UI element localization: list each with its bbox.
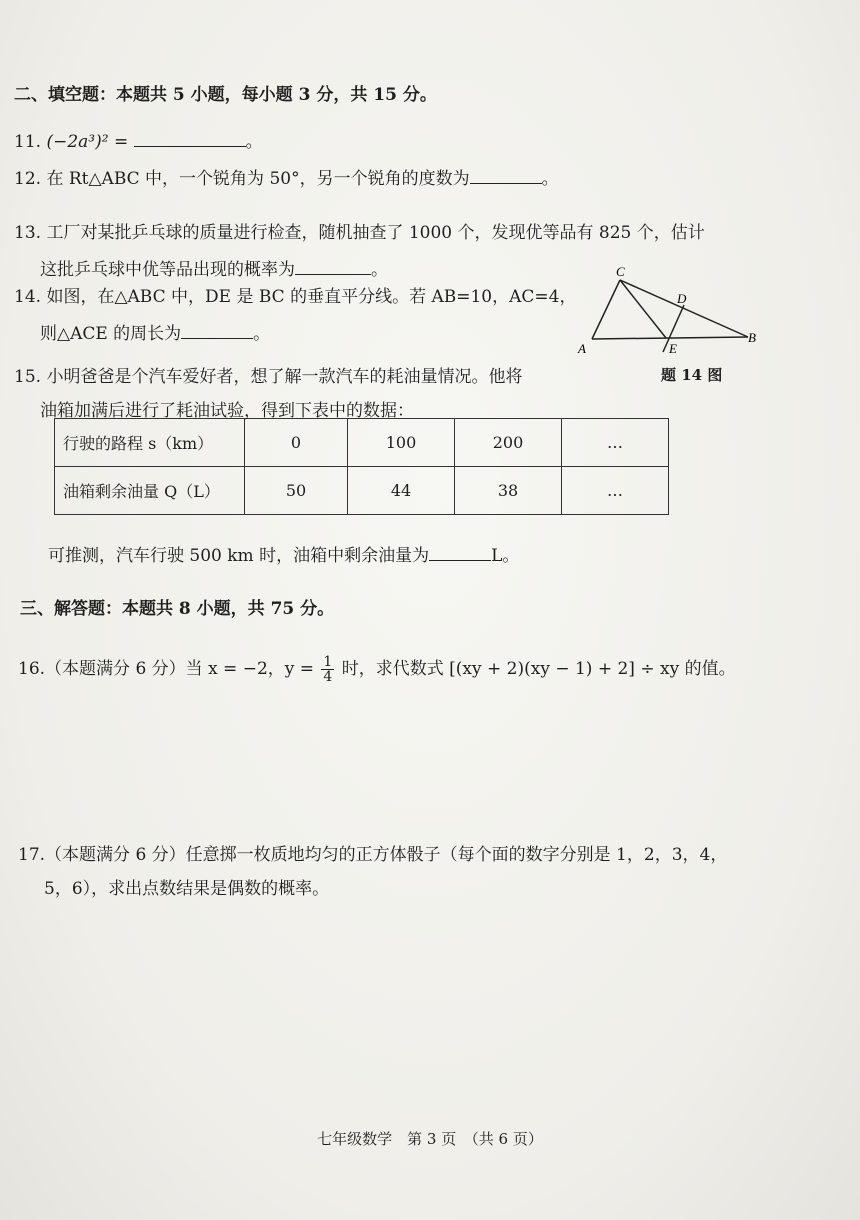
label-a: A bbox=[578, 341, 586, 356]
page-footer: 七年级数学 第 3 页 （共 6 页） bbox=[317, 1130, 543, 1148]
q16-fraction-denominator: 4 bbox=[323, 669, 333, 685]
question-11 bbox=[14, 130, 263, 153]
label-c: C bbox=[616, 264, 625, 279]
figure-14-caption: 题 14 图 bbox=[661, 366, 723, 384]
question-15-line-1: 15. 小明爸爸是个汽车爱好者，想了解一款汽车的耗油量情况。他将 bbox=[14, 367, 523, 387]
label-b: B bbox=[748, 330, 756, 345]
q11-answer-blank[interactable] bbox=[134, 130, 246, 147]
q15-unit: L。 bbox=[491, 546, 520, 566]
q16-fraction-numerator: 1 bbox=[323, 654, 333, 670]
question-13-line-2 bbox=[40, 258, 388, 281]
table-cell: 44 bbox=[348, 467, 455, 515]
q12-end: 。 bbox=[541, 169, 559, 189]
segment-cb bbox=[620, 280, 748, 337]
q13-answer-blank[interactable] bbox=[295, 258, 371, 275]
segment-ce bbox=[620, 280, 666, 338]
question-16 bbox=[18, 652, 736, 686]
q11-end: 。 bbox=[245, 132, 263, 152]
question-12 bbox=[14, 167, 559, 190]
table-cell: 200 bbox=[455, 419, 562, 467]
q14-end: 。 bbox=[253, 324, 271, 344]
table-cell: 100 bbox=[348, 419, 455, 467]
table-row-distance bbox=[55, 419, 669, 467]
question-14-line-2 bbox=[40, 322, 270, 345]
question-14-line-1: 14. 如图，在△ABC 中，DE 是 BC 的垂直平分线。若 AB=10，AC=4， bbox=[14, 287, 577, 307]
table-cell: … bbox=[562, 467, 669, 515]
table-header-fuel: 油箱剩余油量 Q（L） bbox=[55, 467, 245, 515]
q12-text: 12. 在 Rt△ABC 中，一个锐角为 50°，另一个锐角的度数为 bbox=[14, 169, 470, 189]
q16-suffix: 时，求代数式 [(xy + 2)(xy − 1) + 2] ÷ xy 的值。 bbox=[341, 659, 736, 679]
q11-expression: (−2a³)² = bbox=[46, 132, 129, 152]
q13-end: 。 bbox=[371, 260, 388, 280]
question-13-line-1: 13. 工厂对某批乒乓球的质量进行检查，随机抽查了 1000 个，发现优等品有 825 个，估计 bbox=[14, 223, 705, 243]
q15-answer-blank[interactable] bbox=[429, 544, 491, 561]
table-cell: 0 bbox=[245, 419, 348, 467]
table-cell: 50 bbox=[245, 467, 348, 515]
section-2-heading: 二、填空题：本题共 5 小题，每小题 3 分，共 15 分。 bbox=[14, 85, 437, 105]
segment-ac bbox=[592, 280, 620, 339]
q14-text: 则△ACE 的周长为 bbox=[40, 324, 182, 344]
table-cell: … bbox=[562, 419, 669, 467]
q16-prefix: 16.（本题满分 6 分）当 x = −2，y = bbox=[18, 659, 315, 679]
label-e: E bbox=[669, 341, 677, 356]
q12-answer-blank[interactable] bbox=[470, 167, 542, 184]
question-15-conclusion bbox=[48, 544, 519, 567]
q14-answer-blank[interactable] bbox=[181, 322, 253, 339]
fuel-data-table bbox=[54, 418, 669, 515]
table-header-distance: 行驶的路程 s（km） bbox=[55, 419, 245, 467]
question-17-line-1: 17.（本题满分 6 分）任意掷一枚质地均匀的正方体骰子（每个面的数字分别是 1，2，3，4， bbox=[18, 845, 728, 865]
q13-text: 这批乒乓球中优等品出现的概率为 bbox=[40, 260, 295, 280]
table-cell: 38 bbox=[455, 467, 562, 515]
q16-fraction bbox=[321, 655, 334, 684]
question-17-line-2: 5，6），求出点数结果是偶数的概率。 bbox=[44, 879, 330, 899]
question-15-line-2: 油箱加满后进行了耗油试验，得到下表中的数据： bbox=[40, 401, 414, 421]
triangle-figure-14 bbox=[570, 262, 770, 362]
section-3-heading: 三、解答题：本题共 8 小题，共 75 分。 bbox=[20, 599, 335, 619]
q15-conclusion-text: 可推测，汽车行驶 500 km 时，油箱中剩余油量为 bbox=[48, 546, 430, 566]
q11-number: 11. bbox=[14, 132, 42, 152]
label-d: D bbox=[677, 291, 687, 306]
table-row-fuel bbox=[55, 467, 669, 515]
